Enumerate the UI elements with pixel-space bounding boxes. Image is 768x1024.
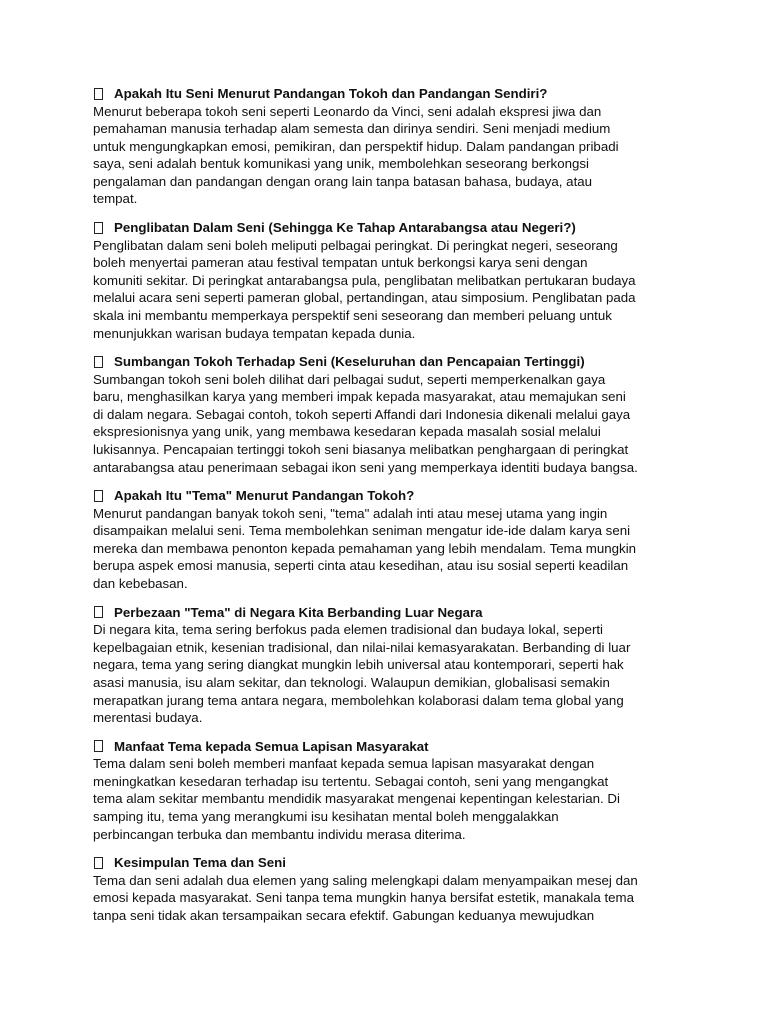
body-line: kepelbagaian etnik, kesenian tradisional, dan nilai-nilai kemasyarakatan. Berbanding di luar — [93, 639, 631, 655]
body-line: tanpa seni tidak akan tersampaikan secara efektif. Gabungan keduanya mewujudkan — [93, 907, 595, 923]
body-line: Tema dan seni adalah dua elemen yang saling melengkapi dalam menyampaikan mesej dan — [93, 872, 638, 888]
heading-text: Penglibatan Dalam Seni (Sehingga Ke Tahap Antarabangsa atau Negeri?) — [114, 220, 576, 236]
section-seni-pandangan — [93, 85, 683, 208]
heading-text: Manfaat Tema kepada Semua Lapisan Masyarakat — [114, 738, 429, 754]
body-line: lukisannya. Pencapaian tertinggi tokoh seni biasanya melibatkan penghargaan di peringkat — [93, 442, 629, 457]
body-line: melalui acara seni seperti pameran global, pertandingan, atau simposium. Penglibatan pada — [93, 290, 636, 306]
heading-text: Kesimpulan Tema dan Seni — [114, 855, 286, 871]
body-line: skala ini membantu memperkaya perspektif seni seseorang dan memberi peluang untuk — [93, 307, 612, 323]
body-line: dan kebebasan. — [93, 576, 188, 592]
section-penglibatan — [93, 219, 683, 342]
body-line: merapatkan jurang tema antara negara, membolehkan kolaborasi dalam tema global yang — [93, 692, 624, 708]
section-heading — [93, 219, 683, 237]
body-line: Tema dalam seni boleh memberi manfaat kepada semua lapisan masyarakat dengan — [93, 756, 595, 772]
section-body — [93, 755, 683, 843]
body-line: asasi manusia, isu alam sekitar, dan teknologi. Walaupun demikian, globalisasi semakin — [93, 674, 610, 690]
body-line: Menurut pandangan banyak tokoh seni, "tema" adalah inti atau mesej utama yang ingin — [93, 505, 608, 521]
section-body — [93, 371, 683, 477]
body-line: Sumbangan tokoh seni boleh dilihat dari pelbagai sudut, seperti memperkenalkan gaya — [93, 371, 606, 387]
checkbox-bullet-icon — [94, 857, 103, 869]
body-line: samping itu, tema yang merangkumi isu kesihatan mental boleh menggalakkan — [93, 809, 559, 824]
section-tema-tokoh — [93, 487, 683, 592]
section-kesimpulan — [93, 854, 683, 924]
document-content — [93, 85, 683, 935]
section-sumbangan — [93, 353, 683, 476]
section-body — [93, 621, 683, 727]
body-line: emosi kepada masyarakat. Seni tanpa tema mungkin hanya bersifat estetik, manakala tema — [93, 890, 635, 906]
body-line: pemahaman manusia terhadap alam semesta dan dirinya sendiri. Seni menjadi medium — [93, 121, 611, 137]
section-heading — [93, 604, 683, 622]
body-line: untuk mengungkapkan emosi, pemikiran, dan perspektif hidup. Dalam pandangan pribadi — [93, 138, 619, 154]
body-line: Menurut beberapa tokoh seni seperti Leonardo da Vinci, seni adalah ekspresi jiwa dan — [93, 103, 602, 119]
section-heading — [93, 738, 683, 756]
checkbox-bullet-icon — [94, 606, 103, 618]
section-heading — [93, 854, 683, 872]
body-line: pengalaman dan pandangan dengan orang lain tanpa batasan bahasa, budaya, atau — [93, 173, 593, 189]
heading-text: Apakah Itu Seni Menurut Pandangan Tokoh dan Pandangan Sendiri? — [114, 86, 548, 101]
body-line: Di negara kita, tema sering berfokus pada elemen tradisional dan budaya lokal, seperti — [93, 622, 604, 638]
section-heading — [93, 85, 683, 103]
body-line: mereka dan membawa penonton kepada pemahaman yang lebih mendalam. Tema mungkin — [93, 540, 637, 556]
section-body — [93, 872, 683, 925]
body-line: berupa aspek emosi manusia, seperti cinta atau kesedihan, atau isu sosial seperti keadilan — [93, 558, 629, 574]
body-line: disampaikan melalui seni. Tema membolehkan seniman mengatur ide-ide dalam karya seni — [93, 523, 631, 539]
body-line: saya, seni adalah bentuk komunikasi yang unik, membolehkan seseorang berkongsi — [93, 156, 589, 172]
section-manfaat-tema — [93, 738, 683, 843]
heading-text: Apakah Itu "Tema" Menurut Pandangan Tokoh? — [114, 488, 415, 504]
heading-text: Perbezaan "Tema" di Negara Kita Berbanding Luar Negara — [114, 604, 483, 620]
body-line: antarabangsa atau penerimaan sebagai ikon seni yang memperkaya identiti budaya bangsa. — [93, 459, 638, 475]
body-line: Penglibatan dalam seni boleh meliputi pelbagai peringkat. Di peringkat negeri, seseorang — [93, 237, 618, 253]
body-line: ekspresionisnya yang unik, yang membawa kesedaran kepada masalah sosial melalui — [93, 424, 601, 440]
section-body — [93, 103, 683, 209]
section-heading — [93, 353, 683, 371]
checkbox-bullet-icon — [94, 740, 103, 752]
body-line: perbincangan terbuka dan membantu individu merasa diterima. — [93, 826, 466, 842]
body-line: tema alam sekitar membantu mendidik masyarakat mengenai kepentingan kelestarian. Di — [93, 791, 620, 807]
body-line: menunjukkan warisan budaya tempatan kepada dunia. — [93, 325, 416, 341]
checkbox-bullet-icon — [94, 356, 103, 368]
section-perbezaan-tema — [93, 604, 683, 727]
body-line: di dalam negara. Sebagai contoh, tokoh seperti Affandi dari Indonesia dikenali melalui gaya — [93, 406, 631, 422]
heading-text: Sumbangan Tokoh Terhadap Seni (Keseluruhan dan Pencapaian Tertinggi) — [114, 354, 585, 370]
body-line: tempat. — [93, 191, 138, 207]
body-line: komuniti sekitar. Di peringkat antarabangsa pula, penglibatan melibatkan pertukaran budaya — [93, 272, 636, 288]
body-line: negara, tema yang sering diangkat mungkin lebih universal atau kontemporari, seperti hak — [93, 657, 624, 673]
section-body — [93, 237, 683, 343]
section-heading — [93, 487, 683, 505]
section-body — [93, 505, 683, 593]
checkbox-bullet-icon — [94, 490, 103, 502]
checkbox-bullet-icon — [94, 88, 103, 100]
checkbox-bullet-icon — [94, 222, 103, 234]
body-line: merentasi budaya. — [93, 710, 203, 726]
body-line: meningkatkan kesedaran terhadap isu tertentu. Sebagai contoh, seni yang mengangkat — [93, 773, 609, 789]
body-line: boleh menyertai pameran atau festival tempatan untuk berkongsi karya seni dengan — [93, 255, 588, 271]
body-line: baru, menghasilkan karya yang memberi impak kepada masyarakat, atau memajukan seni — [93, 389, 626, 405]
